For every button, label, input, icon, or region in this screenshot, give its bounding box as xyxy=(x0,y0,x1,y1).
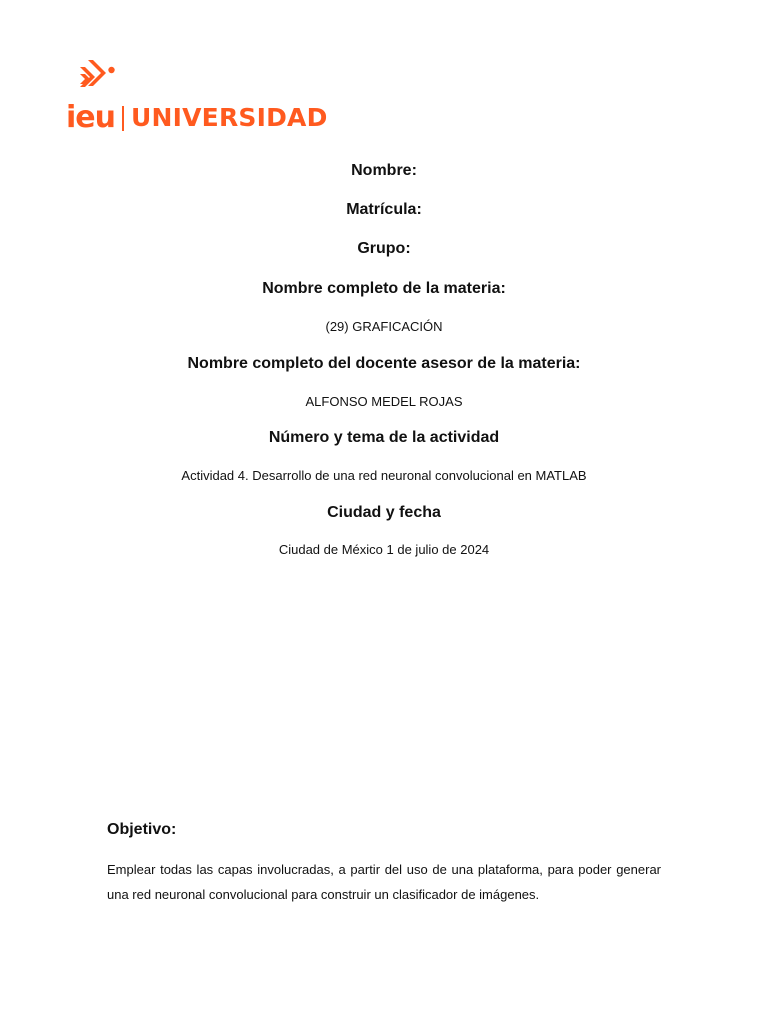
name-label: Nombre: xyxy=(351,162,417,179)
activity-label: Número y tema de la actividad xyxy=(268,429,500,446)
objective-text: Emplear todas las capas involucradas, a partir del uso de una plataforma, para poder generar una red neuronal convolucional para construir un clasificador de imágenes. xyxy=(107,862,661,902)
group-label: Grupo: xyxy=(357,240,411,257)
subject-label: Nombre completo de la materia: xyxy=(262,280,506,297)
logo-name: UNIVERSIDAD xyxy=(131,102,328,132)
subject-value: (29) GRAFICACIÓN xyxy=(325,319,443,334)
objective-title: Objetivo: xyxy=(107,821,177,838)
matricula-label: Matrícula: xyxy=(346,201,422,218)
city-date-value: Ciudad de México 1 de julio de 2024 xyxy=(278,542,490,557)
logo-brand: ieu xyxy=(66,99,115,135)
logo-divider xyxy=(122,106,124,131)
logo-wordmark xyxy=(66,99,328,135)
ieu-chevron-icon xyxy=(76,58,116,98)
teacher-label: Nombre completo del docente asesor de la materia: xyxy=(187,355,581,372)
university-logo xyxy=(66,58,356,136)
city-date-label: Ciudad y fecha xyxy=(327,504,441,521)
teacher-value: ALFONSO MEDEL ROJAS xyxy=(305,394,463,409)
activity-value: Actividad 4. Desarrollo de una red neuronal convolucional en MATLAB xyxy=(181,468,587,483)
